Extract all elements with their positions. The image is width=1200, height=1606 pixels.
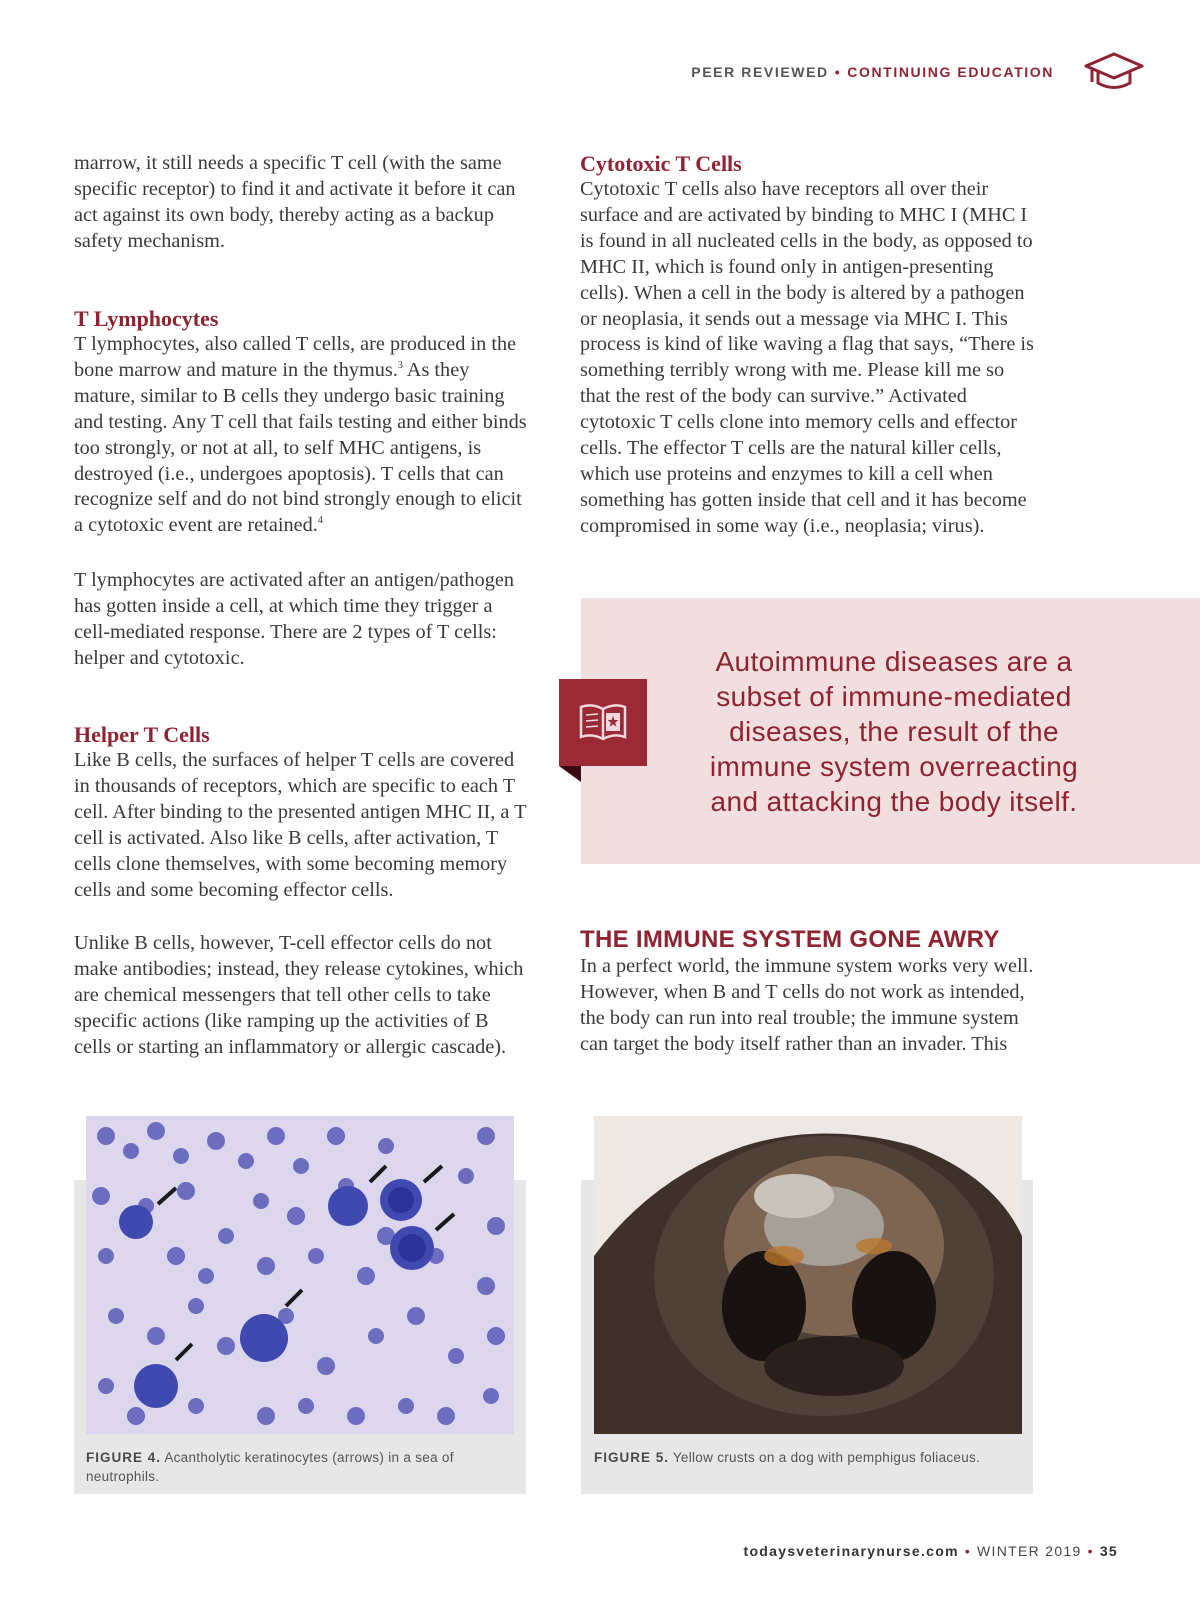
cytotoxic-t-cells-paragraph: Cytotoxic T cells also have receptors all over their surface and are activated by binding to MHC I (MHC I is found in all nucleated cells in the body, as opposed to MHC II, which is found only in antigen-presenting cells). When a cell in the body is altered by a pathogen or neoplasia, it sends out a message via MHC I. This process is kind of like waving a flag that says, “There is something terribly wrong with me. Please kill me so that the rest of the body can survive.” Activated cytotoxic T cells clone into memory cells and effector cells. The effector T cells are the natural killer cells, which use proteins and enzymes to kill a cell when something has gotten inside that cell and it has become compromised in some way (i.e., neoplasia; virus).	[580, 178, 1034, 537]
cytology-micrograph	[86, 1116, 514, 1434]
helper-t-cells-paragraph-2-block	[74, 931, 529, 1061]
footer-separator-1: •	[964, 1543, 972, 1559]
running-header	[691, 64, 1054, 80]
helper-t-cells-heading: Helper T Cells	[74, 722, 210, 747]
footer-issue: WINTER 2019	[977, 1543, 1082, 1559]
cytotoxic-t-cells-heading: Cytotoxic T Cells	[580, 151, 742, 176]
t-lymphocytes-paragraph-2: T lymphocytes are activated after an antigen/pathogen has gotten inside a cell, at which time they trigger a cell-mediated response. There are 2 types of T cells: helper and cytotoxic.	[74, 569, 514, 669]
helper-t-cells-paragraph-1: Like B cells, the surfaces of helper T cells are covered in thousands of receptors, which are specific to each T cell. After binding to the presented antigen MHC II, a T cell is activated. Also like B cells, after activation, T cells clone themselves, with some becoming memory cells and some becoming effector cells.	[74, 749, 527, 901]
header-separator: •	[834, 64, 842, 80]
peer-reviewed-label: PEER REVIEWED	[691, 64, 829, 80]
immune-system-paragraph: In a perfect world, the immune system works very well. However, when B and T cells do not work as intended, the body can run into real trouble; the immune system can target the body itself rather than an invader. This	[580, 955, 1034, 1055]
t-lymphocytes-section	[74, 306, 529, 539]
figure-5-caption	[594, 1448, 1024, 1467]
pull-quote-text: Autoimmune diseases are a subset of immune-mediated diseases, the result of the immune system overreacting and attacking the body itself.	[709, 646, 1079, 817]
graduation-cap-icon	[1084, 50, 1144, 94]
figure-5-image	[594, 1116, 1022, 1434]
pull-quote-box	[581, 598, 1200, 864]
pull-quote-tab-fold	[559, 766, 581, 782]
figure-4-caption-text: Acantholytic keratinocytes (arrows) in a sea of neutrophils.	[86, 1450, 454, 1484]
page-number: 35	[1099, 1543, 1118, 1559]
helper-t-cells-section	[74, 722, 529, 903]
footer-separator-2: •	[1087, 1543, 1094, 1559]
figure-5-label: FIGURE 5.	[594, 1450, 670, 1465]
intro-paragraph: marrow, it still needs a specific T cell (with the same specific receptor) to find it and activate it before it can act against its own body, thereby acting as a backup safety mechanism.	[74, 152, 516, 252]
figure-5-caption-text: Yellow crusts on a dog with pemphigus foliaceus.	[669, 1450, 981, 1465]
t-lymphocytes-heading: T Lymphocytes	[74, 306, 219, 331]
cytotoxic-t-cells-section	[580, 151, 1035, 540]
figure-4-caption	[86, 1448, 516, 1486]
dog-nose-photo	[594, 1116, 1022, 1434]
book-star-icon	[577, 701, 629, 745]
figure-4-label: FIGURE 4.	[86, 1450, 162, 1465]
left-column-intro	[74, 151, 529, 255]
immune-system-section	[580, 926, 1035, 1058]
t-lymphocytes-p1-text: T lymphocytes, also called T cells, are produced in the bone marrow and mature in the thymus.	[74, 333, 517, 381]
footer-website: todaysveterinarynurse.com	[743, 1543, 959, 1559]
immune-system-heading: THE IMMUNE SYSTEM GONE AWRY	[580, 926, 1000, 953]
t-lymphocytes-p1-text2: As they mature, similar to B cells they undergo basic training and testing. Any T cell that fails testing and either binds too strongly, or not at all, to self MHC antigens, is destroyed (i.e., undergoes apoptosis). T cells that can recognize self and do not bind strongly enough to elicit a cytotoxic event are retained.	[74, 358, 527, 537]
figure-4-image	[86, 1116, 514, 1434]
continuing-education-label: CONTINUING EDUCATION	[847, 64, 1054, 80]
reference-4: 4	[317, 515, 323, 527]
t-lymphocytes-paragraph-2-block	[74, 568, 529, 672]
page-footer	[743, 1543, 1118, 1559]
reference-3: 3	[397, 359, 403, 371]
helper-t-cells-paragraph-2: Unlike B cells, however, T-cell effector cells do not make antibodies; instead, they release cytokines, which are chemical messengers that tell other cells to take specific actions (like ramping up the activities of B cells or starting an inflammatory or allergic cascade).	[74, 932, 524, 1058]
pull-quote-tab	[559, 679, 647, 766]
t-lymphocytes-paragraph-1	[74, 332, 529, 539]
